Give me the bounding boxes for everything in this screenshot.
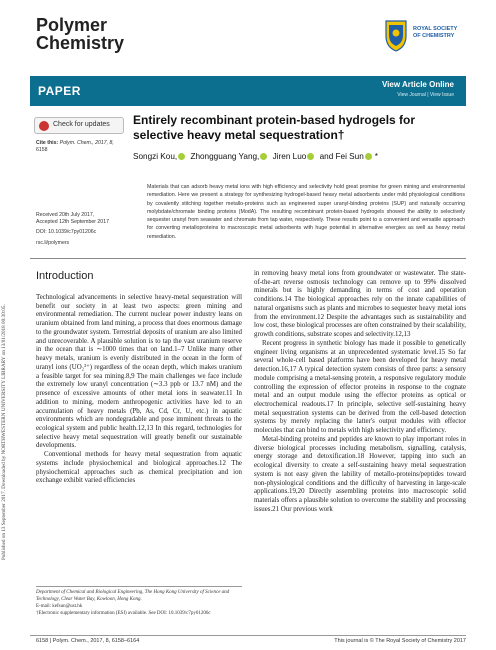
cite-prefix: Cite this:	[36, 140, 59, 146]
body-paragraph: Conventional methods for heavy metal sequestration from aquatic systems include physiochemical and biological approaches.12 The physiochemical approaches such as chemical precipitation and ion exchange exhibit varied efficiencies	[36, 451, 242, 485]
cite-ref: Polym. Chem., 2017, 8,	[59, 140, 114, 146]
doi-text[interactable]: DOI: 10.1039/c7py01206c	[36, 229, 97, 236]
right-column	[254, 270, 466, 515]
section-divider	[30, 258, 466, 259]
view-article-online-link[interactable]: View Article Online	[381, 80, 454, 89]
footer-copyright: This journal is © The Royal Society of Chemistry 2017	[334, 638, 466, 644]
check-for-updates-button[interactable]	[34, 117, 124, 134]
footer-page-info: 6158 | Polym. Chem., 2017, 8, 6158–6164	[36, 638, 140, 644]
author-name[interactable]: Zhongguang Yang,	[190, 152, 260, 161]
footnote	[36, 589, 242, 617]
check-updates-label: Check for updates	[53, 121, 110, 128]
orcid-icon[interactable]	[365, 153, 372, 160]
affiliation-text: Department of Chemical and Biological Engineering, The Hong Kong University of Science and Technology, Clear Water Bay, Kowloon, Hong Kong.	[36, 590, 230, 602]
rsc-logo[interactable]	[383, 16, 463, 56]
view-journal-issue-link[interactable]: View Journal | View Issue	[397, 92, 454, 98]
orcid-icon[interactable]	[178, 153, 185, 160]
introduction-heading: Introduction	[36, 270, 94, 282]
footnote-divider	[36, 586, 242, 587]
author-name[interactable]: Songzi Kou,	[133, 152, 178, 161]
body-paragraph: Technological advancements in selective heavy-metal sequestration will benefit our society in at least two aspects: green mining and environmental remediation. The current nuclear power industry leans on uranium obtained from land mining, a process that does enormous damage to the groundwater system. Terrestrial deposits of uranium are also limited and unrecoverable. A plausible solution is to tap the vast uranium reserve in the ocean that is ∼1000 times that on land.1–7 Unlike many other heavy metals, uranium is evenly distributed in the ocean in the form of uranyl ions (UO₂²⁺) regardless of the ocean depth, which makes uranium a feasible target for sea mining.8,9 The main challenges we face include the extremely low uranyl concentration (∼3.3 ppb or 13.7 nM) and the presence of excessive amounts of other metal ions in seawater.11 In addition to mining, modern anthropogenic activities have led to an accumulation of heavy metals (Pb, As, Cd, Cr, U, etc.) in aquatic environments which are nondegradable and pose imminent threats to the ecological system and public health.12,13 In this regard, technologies for selective heavy metal sequestration will greatly benefit our sustainable developments.	[36, 294, 242, 450]
received-date: Received 20th July 2017,	[36, 212, 95, 218]
journal-title-line2: Chemistry	[36, 33, 125, 53]
citation-info	[36, 140, 132, 154]
orcid-icon[interactable]	[307, 153, 314, 160]
body-paragraph: Metal-binding proteins and peptides are known to play important roles in diverse biological processes including metabolism, signalling, catalysis, energy storage and detoxification.18 However, tapping into such an ecological diversity to create a self-sustaining heavy metal sequestration system is not easy given the lability of metallo-proteins/peptides toward non-physiological conditions and the difficulty of harvesting in large-scale applications.19,20 Directly assembling proteins into macroscopic solid materials offers a plausible solution to overcome the stability and processing issues.21 Our previous work	[254, 435, 466, 513]
orcid-icon[interactable]	[260, 153, 267, 160]
journal-site-link[interactable]: rsc.li/polymers	[36, 239, 70, 246]
abstract: Materials that can adsorb heavy metal ions with high efficiency and selectivity hold great promise for green mining and environmental remediation. Here we present a strategy for synthesizing hydrogel-based heavy metal adsorbents under mild physiological conditions by covalently stitching together metallo-proteins such as engineered super uranyl-binding proteins (SUP) and naturally occurring molybdate/chromate binding proteins (ModA). The resulting recombinant protein-based hydrogels showed the ability to selectively sequester uranyl from seawater and chromate from tap water, respectively. These results point to a convenient and versatile approach for converting metalloproteins to macroscopic metal adsorbents with huge potential in alternative energies as well as heavy metal remediation.	[147, 184, 465, 240]
logo-line1: ROYAL SOCIETY	[413, 26, 458, 32]
body-paragraph: in removing heavy metal ions from groundwater or wastewater. The state-of-the-art reverse osmosis technology can remove up to 99% dissolved minerals but is highly demanding in terms of cost and operation conditions.14 The biological approaches rely on the innate capabilities of natural organisms such as plants and microbes to sequester heavy metal ions from the environment.12 Despite the advantages such as sustainability and low cost, these biological processes are often constrained by their scalability, growth conditions, substrate scopes and selectivity.12,13	[254, 270, 466, 339]
article-history	[36, 212, 132, 247]
left-column	[36, 294, 242, 486]
paper-banner	[30, 76, 466, 106]
esi-note: †Electronic supplementary information (ESI) available. See DOI: 10.1039/c7py01206c	[36, 611, 211, 616]
journal-title	[36, 16, 124, 52]
logo-line2: OF CHEMISTRY	[413, 32, 455, 39]
author-name[interactable]: Jiren Luo	[272, 152, 307, 161]
check-updates-icon	[39, 121, 49, 131]
author-name[interactable]: and Fei Sun	[319, 152, 364, 161]
paper-label: PAPER	[38, 84, 81, 98]
cite-pages: 6158	[36, 147, 48, 153]
rsc-crest-icon	[383, 18, 409, 52]
side-note-text: Published on 13 September 2017. Downloaded by NORTHWESTERN UNIVERSITY LIBRARY on 13/01/2018 00:30:05.	[1, 304, 7, 560]
article-title: Entirely recombinant protein-based hydrogels for selective heavy metal sequestration†	[133, 113, 416, 142]
corresponding-author-mark: *	[374, 152, 378, 161]
footer-divider	[30, 635, 466, 636]
body-paragraph: Recent progress in synthetic biology has made it possible to genetically engineer living organisms at an unprecedented systematic level.15 So far several whole-cell based platforms have been developed for heavy metal detection.16,17 A typical detection system consists of three parts: a sensory module comprising a metal-sensing protein, a responsive regulatory module controlling the expression of effector proteins in response to the cognate metal and an output module using the effector proteins as optical or electrochemical readouts.17 In principle, selective self-sustaining heavy metal sequestration systems can be derived from the cell-based detection systems by merely replacing the latter's output modules with effector molecules that can bind to metals with high selectivity and efficiency.	[254, 339, 466, 435]
journal-title-line1: Polymer	[36, 15, 108, 35]
author-list	[133, 152, 463, 161]
accepted-date: Accepted 12th September 2017	[36, 219, 109, 226]
email-text[interactable]: E-mail: kefsun@ust.hk	[36, 604, 83, 609]
download-side-note	[1, 40, 11, 650]
